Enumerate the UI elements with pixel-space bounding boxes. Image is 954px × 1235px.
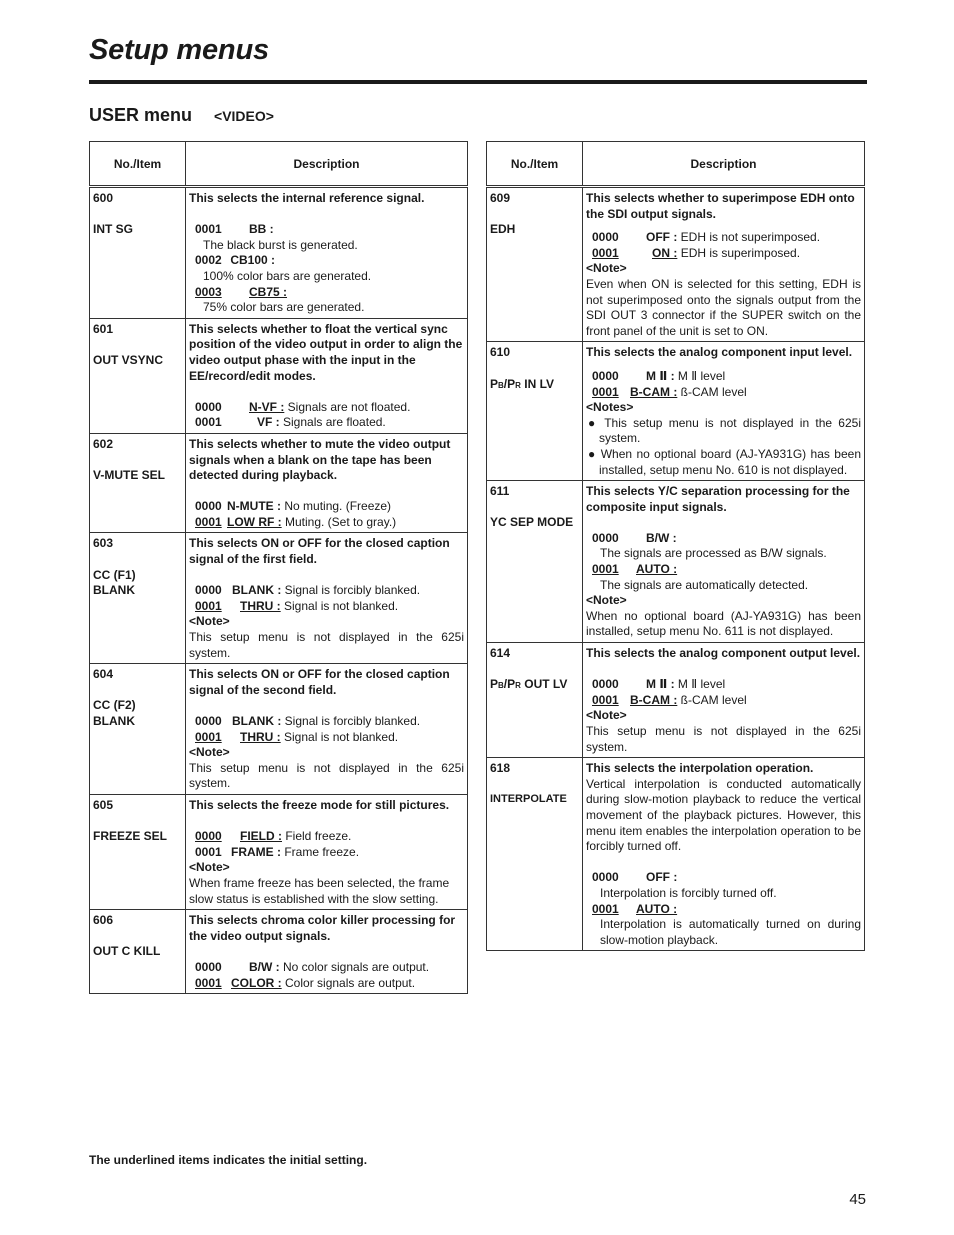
item-name [490,377,579,394]
option-code: 0001 [592,692,619,707]
item-number: 614 [490,646,511,661]
item-name: EDH [490,222,516,237]
item-name-part: /P [503,677,516,692]
item-name-part: OUT LV [520,677,568,692]
item-number: 611 [490,484,510,499]
option-keyword: COLOR : [231,975,282,990]
note-label: <Note> [586,593,627,608]
page-title: Setup menus [89,34,269,66]
item-name-part: R [515,380,521,390]
note-text: This setup menu is not displayed in the 625i system. [189,630,464,660]
description-cell [186,664,468,795]
option-code: 0001 [592,384,619,399]
option-text: The signals are processed as B/W signals. [600,546,827,561]
note-text: When no optional board (AJ-YA931G) has been installed, setup menu No. 611 is not displayed. [586,608,861,639]
item-name-part: P [490,677,499,692]
option-code: 0000 [195,714,222,728]
option-keyword: LOW RF : [227,514,282,529]
option-keyword: AUTO : [636,901,678,916]
table-row [90,318,468,433]
option-keyword: CB75 : [249,284,288,299]
option-text: No muting. (Freeze) [284,499,392,514]
option-code: 0003 [195,284,222,299]
option-text: Interpolation is forcibly turned off. [600,885,777,900]
item-name: CC (F1) [93,567,136,582]
col-header-no: No./Item [487,142,583,187]
description-lead: This selects whether to float the vertical sync position of the video output in order to align the video output phase with the input in the EE/record/edit modes. [189,321,463,383]
description-cell [186,910,468,994]
option-code: 0001 [195,514,222,529]
description-lead: This selects ON or OFF for the closed caption signal of the first field. [189,536,450,567]
description-lead: This selects chroma color killer processing for the video output signals. [189,913,456,943]
option-keyword: BB : [249,222,274,237]
table-row [90,910,468,994]
col-header-no: No./Item [90,142,186,187]
description-cell [186,794,468,909]
item-number: 606 [93,913,114,928]
note-label: <Note> [189,745,230,760]
option-keyword: M Ⅱ : [646,368,675,383]
option-keyword: ON : [652,245,678,260]
description-cell [583,481,865,643]
item-name: BLANK [93,714,135,728]
option-keyword: B-CAM : [630,384,678,399]
option-text: 100% color bars are generated. [203,268,372,283]
note-label: <Notes> [586,400,634,415]
table-row [90,187,468,319]
option-keyword: THRU : [240,598,281,613]
description-lead: This selects the analog component output level. [586,646,861,661]
option-text: Signal is not blanked. [284,598,399,613]
option-text: Signal is not blanked. [284,729,399,744]
description-cell [583,643,865,758]
description-cell [583,758,865,951]
option-code: 0002 [195,253,222,268]
item-name: OUT VSYNC [93,352,164,367]
item-number: 602 [93,436,114,451]
option-text: The signals are automatically detected. [600,577,809,592]
option-text: EDH is superimposed. [680,245,801,260]
item-cell [90,533,186,664]
table-header [90,142,468,187]
item-cell [90,910,186,994]
item-name: INTERPOLATE [490,793,567,806]
option-code: 0000 [195,499,222,514]
option-keyword: B-CAM : [630,692,678,707]
table-row [487,187,865,342]
description-lead: This selects the freeze mode for still pictures. [189,797,450,812]
option-text: No color signals are output. [283,959,430,974]
description-lead: This selects whether to superimpose EDH onto the SDI output signals. [586,191,855,221]
option-keyword: AUTO : [636,562,678,577]
option-text: Interpolation is automatically turned on during slow-motion playback. [600,917,861,947]
note-text: This setup menu is not displayed in the 625i system. [586,724,861,754]
item-number: 605 [93,797,114,812]
note-text: Even when ON is selected for this setting, EDH is not superimposed onto the signals output from the SDI OUT 3 connector if the SUPER switch on the front panel of the unit is set to ON. [586,276,861,338]
note-text: This setup menu is not displayed in the 625i system. [599,415,861,446]
option-text: Signals are floated. [283,415,386,430]
option-keyword: BLANK : [232,583,282,598]
option-keyword: B/W : [646,530,677,545]
description-cell [583,342,865,481]
option-code: 0000 [592,368,619,383]
item-name-part: R [515,681,521,691]
note-text: When frame freeze has been selected, the frame slow status is established with the slow setting. [189,875,450,906]
section-title [89,105,274,126]
option-keyword: FIELD : [240,829,282,844]
option-code: 0001 [195,415,222,430]
option-text: The black burst is generated. [203,237,358,252]
option-text: Color signals are output. [285,975,416,990]
item-cell [487,643,583,758]
option-keyword: BLANK : [232,714,282,728]
item-name: FREEZE SEL [93,829,168,844]
table-row [90,533,468,664]
note-label: <Note> [586,261,627,276]
item-name: OUT C KILL [93,944,161,959]
option-text: Field freeze. [285,829,352,844]
description-lead: This selects Y/C separation processing for the composite input signals. [586,484,850,514]
item-cell [487,342,583,481]
option-text: M Ⅱ level [677,368,726,383]
option-keyword: N-VF : [249,399,285,414]
table-row [90,794,468,909]
item-cell [90,664,186,795]
option-text: ß-CAM level [680,692,747,707]
item-name-part: /P [503,376,516,391]
description-cell [583,187,865,342]
note-label: <Note> [189,860,230,875]
option-code: 0000 [592,870,619,885]
item-name: INT SG [93,222,134,237]
item-name: YC SEP MODE [490,515,574,530]
table-row [90,433,468,533]
option-code: 0001 [592,245,619,260]
item-cell [487,187,583,342]
option-keyword: B/W : [249,959,280,974]
option-code: 0000 [592,530,619,545]
title-rule [89,80,867,84]
item-cell [90,433,186,533]
item-name-part: B [498,380,504,390]
note-label: <Note> [586,708,627,723]
option-keyword: OFF : [646,870,678,885]
item-number: 610 [490,345,511,360]
option-code: 0000 [195,829,222,844]
note-text: When no optional board (AJ-YA931G) has been installed, setup menu No. 610 is not displayed. [599,446,861,477]
option-code: 0000 [195,959,222,974]
item-number: 600 [93,191,114,205]
table-row [487,758,865,951]
description-lead: This selects the internal reference signal. [189,191,425,205]
option-code: 0001 [195,729,222,744]
table-row [487,342,865,481]
description-cell [186,533,468,664]
note-text: This setup menu is not displayed in the 625i system. [189,760,464,791]
option-code: 0001 [195,975,222,990]
description-cell [186,318,468,433]
table-row [487,643,865,758]
right-table [486,141,865,951]
left-table [89,141,468,994]
option-code: 0001 [195,598,222,613]
item-cell [487,481,583,643]
option-keyword: VF : [257,415,280,430]
table-row [487,481,865,643]
option-text: Signal is forcibly blanked. [284,583,421,598]
description-cell [186,187,468,319]
section-subtitle: <VIDEO> [214,108,274,124]
option-keyword: M Ⅱ : [646,677,675,692]
description-lead: This selects the interpolation operation. [586,761,814,776]
option-keyword: THRU : [240,729,281,744]
option-text: Signals are not floated. [287,399,411,414]
item-name-part: IN LV [520,376,555,391]
item-number: 618 [490,761,511,776]
item-name: V-MUTE SEL [93,468,166,483]
option-code: 0001 [195,222,222,237]
footer-note: The underlined items indicates the initial setting. [89,1153,368,1167]
option-text: EDH is not superimposed. [680,230,821,245]
option-text: 75% color bars are generated. [203,300,365,315]
note-bullet: ● When no optional board (AJ-YA931G) has been installed, setup menu No. 610 is not displayed. [588,446,861,477]
option-text: Signal is forcibly blanked. [284,714,421,728]
col-header-desc: Description [186,142,468,187]
page-number: 45 [849,1191,866,1208]
table-header [487,142,865,187]
description-lead: This selects ON or OFF for the closed caption signal of the second field. [189,667,450,697]
option-code: 0000 [592,677,619,692]
description-lead: This selects the analog component input level. [586,345,853,360]
note-bullet: ● This setup menu is not displayed in the 625i system. [588,415,861,446]
item-name [490,677,579,694]
option-code: 0001 [195,844,222,859]
option-text: Frame freeze. [284,844,360,859]
option-code: 0001 [592,562,619,577]
item-name: CC (F2) [93,698,136,713]
table-row [90,664,468,795]
item-name-part: P [490,376,499,391]
item-number: 609 [490,191,511,205]
option-text: ß-CAM level [680,384,747,399]
item-name: BLANK [93,583,135,598]
option-text: M Ⅱ level [677,677,726,692]
item-cell [90,794,186,909]
item-cell [90,187,186,319]
description-body: Vertical interpolation is conducted automatically during slow-motion playback to reduce the vertical movement of the playback pictures. However, this menu item enables the interpolation operation to be forcibly turned off. [586,776,861,854]
option-code: 0001 [592,901,619,916]
section-title-text: USER menu [89,105,193,125]
option-text: Muting. (Set to gray.) [285,514,397,529]
option-keyword: N-MUTE : [227,499,281,514]
item-number: 603 [93,536,114,551]
item-cell [487,758,583,951]
item-number: 604 [93,667,114,682]
description-cell [186,433,468,533]
description-lead: This selects whether to mute the video output signals when a blank on the tape has been detected during playback. [189,436,451,483]
option-keyword: CB100 : [230,253,276,268]
option-code: 0000 [592,230,619,245]
item-number: 601 [93,321,114,336]
option-code: 0000 [195,399,222,414]
note-label: <Note> [189,614,230,629]
option-keyword: FRAME : [231,844,281,859]
option-code: 0000 [195,583,222,598]
item-name-part: B [498,681,504,691]
option-keyword: OFF : [646,230,678,245]
col-header-desc: Description [583,142,865,187]
item-cell [90,318,186,433]
